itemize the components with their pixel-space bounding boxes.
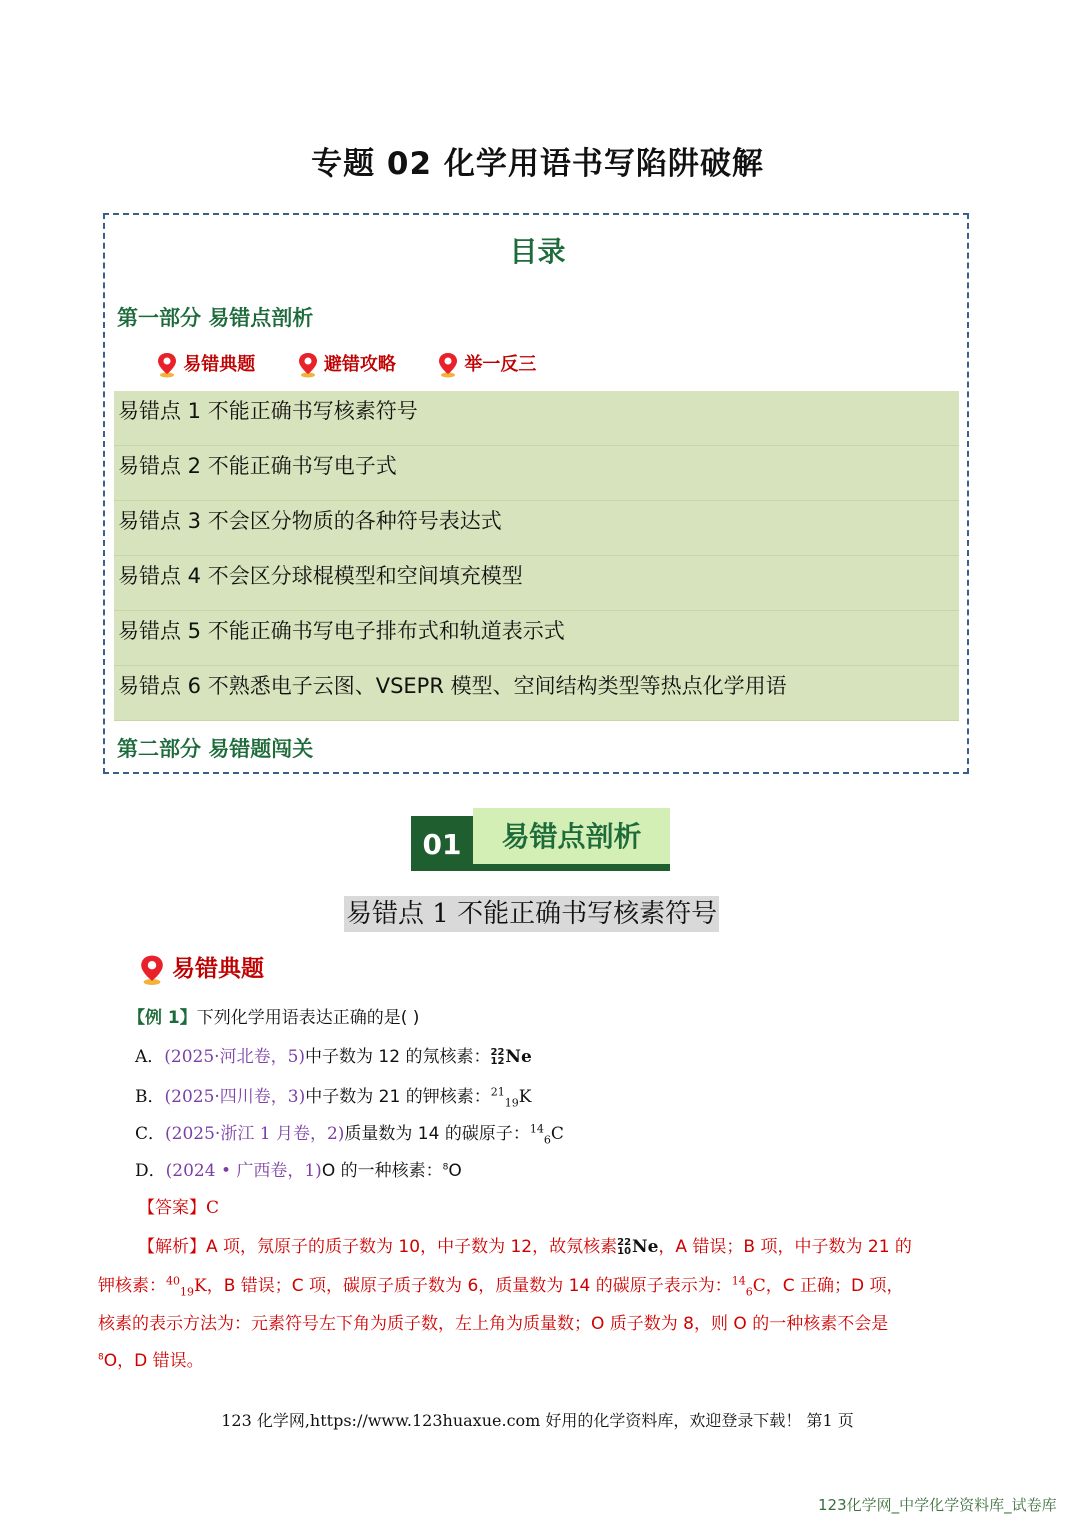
analysis-line-4	[98, 1346, 204, 1371]
toc-item[interactable]: 易错点 4 不会区分球棍模型和空间填充模型	[114, 556, 959, 611]
toc-part1[interactable]: 第一部分 易错点剖析	[117, 306, 314, 330]
question-text: 下列化学用语表达正确的是( )	[196, 1008, 420, 1028]
option-text: 中子数为 12 的氖核素：	[305, 1047, 491, 1067]
analysis-line-2	[98, 1271, 904, 1298]
analysis-text: ，C 正确；D 项，	[765, 1276, 904, 1296]
mass-number: 21	[490, 1085, 505, 1099]
option-letter: A．	[135, 1047, 165, 1067]
element-symbol: C	[550, 1124, 564, 1144]
toc-item[interactable]: 易错点 1 不能正确书写核素符号	[114, 391, 959, 446]
toc-item[interactable]: 易错点 5 不能正确书写电子排布式和轨道表示式	[114, 611, 959, 666]
element-symbol: K	[194, 1276, 207, 1296]
answer-line	[138, 1193, 219, 1218]
tag-label: 易错典题	[183, 354, 256, 375]
toc-item[interactable]: 易错点 3 不会区分物质的各种符号表达式	[114, 501, 959, 556]
page-title: 专题 02 化学用语书写陷阱破解	[311, 146, 764, 182]
option-a[interactable]	[135, 1042, 532, 1067]
option-source: (2025·浙江 1 月卷，2)	[165, 1124, 345, 1144]
atomic-number: 10	[617, 1246, 632, 1257]
answer-label: 【答案】	[138, 1198, 206, 1218]
mass-number: 14	[529, 1122, 544, 1136]
toc-item[interactable]: 易错点 6 不熟悉电子云图、VSEPR 模型、空间结构类型等热点化学用语	[114, 666, 959, 721]
analysis-text: ，B 错误；C 项，碳原子质子数为 6，质量数为 14 的碳原子表示为：	[206, 1276, 732, 1296]
page-footer: 123 化学网,https://www.123huaxue.com 好用的化学资料库，欢迎登录下载！ 第1 页	[221, 1411, 854, 1430]
section-badge	[411, 808, 670, 871]
nuclide-numbers	[490, 1048, 504, 1066]
option-letter: D．	[135, 1161, 166, 1181]
option-letter: B．	[135, 1087, 165, 1107]
analysis-text: 钾核素：	[98, 1276, 166, 1296]
analysis-text: A 项，氖原子的质子数为 10，中子数为 12，故氖核素	[206, 1237, 618, 1257]
location-pin-icon	[438, 352, 458, 378]
question-line	[128, 1003, 419, 1028]
option-b[interactable]	[135, 1082, 531, 1109]
tag-label: 举一反三	[464, 354, 537, 375]
analysis-line-3	[98, 1309, 888, 1334]
atomic-number: 19	[180, 1285, 194, 1299]
tag-typical[interactable]	[157, 350, 255, 378]
analysis-text: 核素的表示方法为：元素符号左下角为质子数，左上角为质量数；O 质子数为 8，则 O 的一种核素不会是	[98, 1314, 889, 1334]
element-symbol: K	[518, 1087, 532, 1107]
option-source: (2024 • 广西卷，1)	[165, 1161, 322, 1181]
mass-number: 14	[731, 1274, 746, 1288]
element-symbol: C	[752, 1276, 766, 1296]
analysis-line-1	[138, 1232, 912, 1257]
subsection-title: 易错点 1 不能正确书写核素符号	[344, 896, 719, 932]
mass-number: 22	[617, 1237, 632, 1248]
toc-heading: 目录	[509, 235, 566, 268]
mass-number: 8	[98, 1352, 104, 1363]
atomic-number: 6	[745, 1285, 753, 1299]
option-text: 质量数为 14 的碳原子：	[344, 1124, 530, 1144]
atomic-number: 19	[504, 1096, 519, 1110]
answer-value: C	[206, 1198, 220, 1218]
location-pin-icon	[157, 352, 177, 378]
watermark: 123化学网_中学化学资料库_试卷库	[818, 1496, 1057, 1514]
element-symbol: Ne	[632, 1237, 659, 1257]
atomic-number: 6	[543, 1133, 551, 1147]
badge-label: 易错点剖析	[473, 808, 670, 871]
analysis-text: ，A 错误；B 项，中子数为 21 的	[658, 1237, 912, 1257]
mass-number: 22	[490, 1047, 505, 1058]
analysis-text: ，D 错误。	[117, 1351, 204, 1371]
toc-item[interactable]: 易错点 2 不能正确书写电子式	[114, 446, 959, 501]
example-tag: 【例 1】	[128, 1008, 197, 1028]
mass-number: 8	[442, 1162, 449, 1173]
option-text: O 的一种核素：	[321, 1161, 443, 1181]
option-letter: C．	[135, 1124, 166, 1144]
element-symbol: Ne	[505, 1047, 532, 1067]
tag-label: 避错攻略	[323, 354, 396, 375]
mass-number: 40	[166, 1274, 180, 1288]
tag-practice[interactable]	[438, 350, 536, 378]
section-heading	[140, 950, 264, 986]
nuclide-numbers	[617, 1238, 631, 1256]
option-source: (2025·四川卷，3)	[164, 1087, 306, 1107]
tag-strategy[interactable]	[298, 350, 396, 378]
atomic-number: 12	[490, 1056, 505, 1067]
option-source: (2025·河北卷，5)	[164, 1047, 306, 1067]
toc-item-list	[114, 391, 959, 721]
toc-tags	[157, 350, 572, 378]
section-heading-label: 易错典题	[172, 956, 265, 982]
option-c[interactable]	[135, 1119, 564, 1146]
option-text: 中子数为 21 的钾核素：	[305, 1087, 491, 1107]
toc-part2[interactable]: 第二部分 易错题闯关	[117, 737, 314, 761]
option-d[interactable]	[135, 1156, 462, 1181]
location-pin-icon	[298, 352, 318, 378]
badge-number: 01	[411, 816, 473, 871]
location-pin-icon	[140, 954, 164, 986]
analysis-label: 【解析】	[138, 1237, 206, 1257]
element-symbol: O	[103, 1351, 118, 1371]
element-symbol: O	[448, 1161, 462, 1181]
